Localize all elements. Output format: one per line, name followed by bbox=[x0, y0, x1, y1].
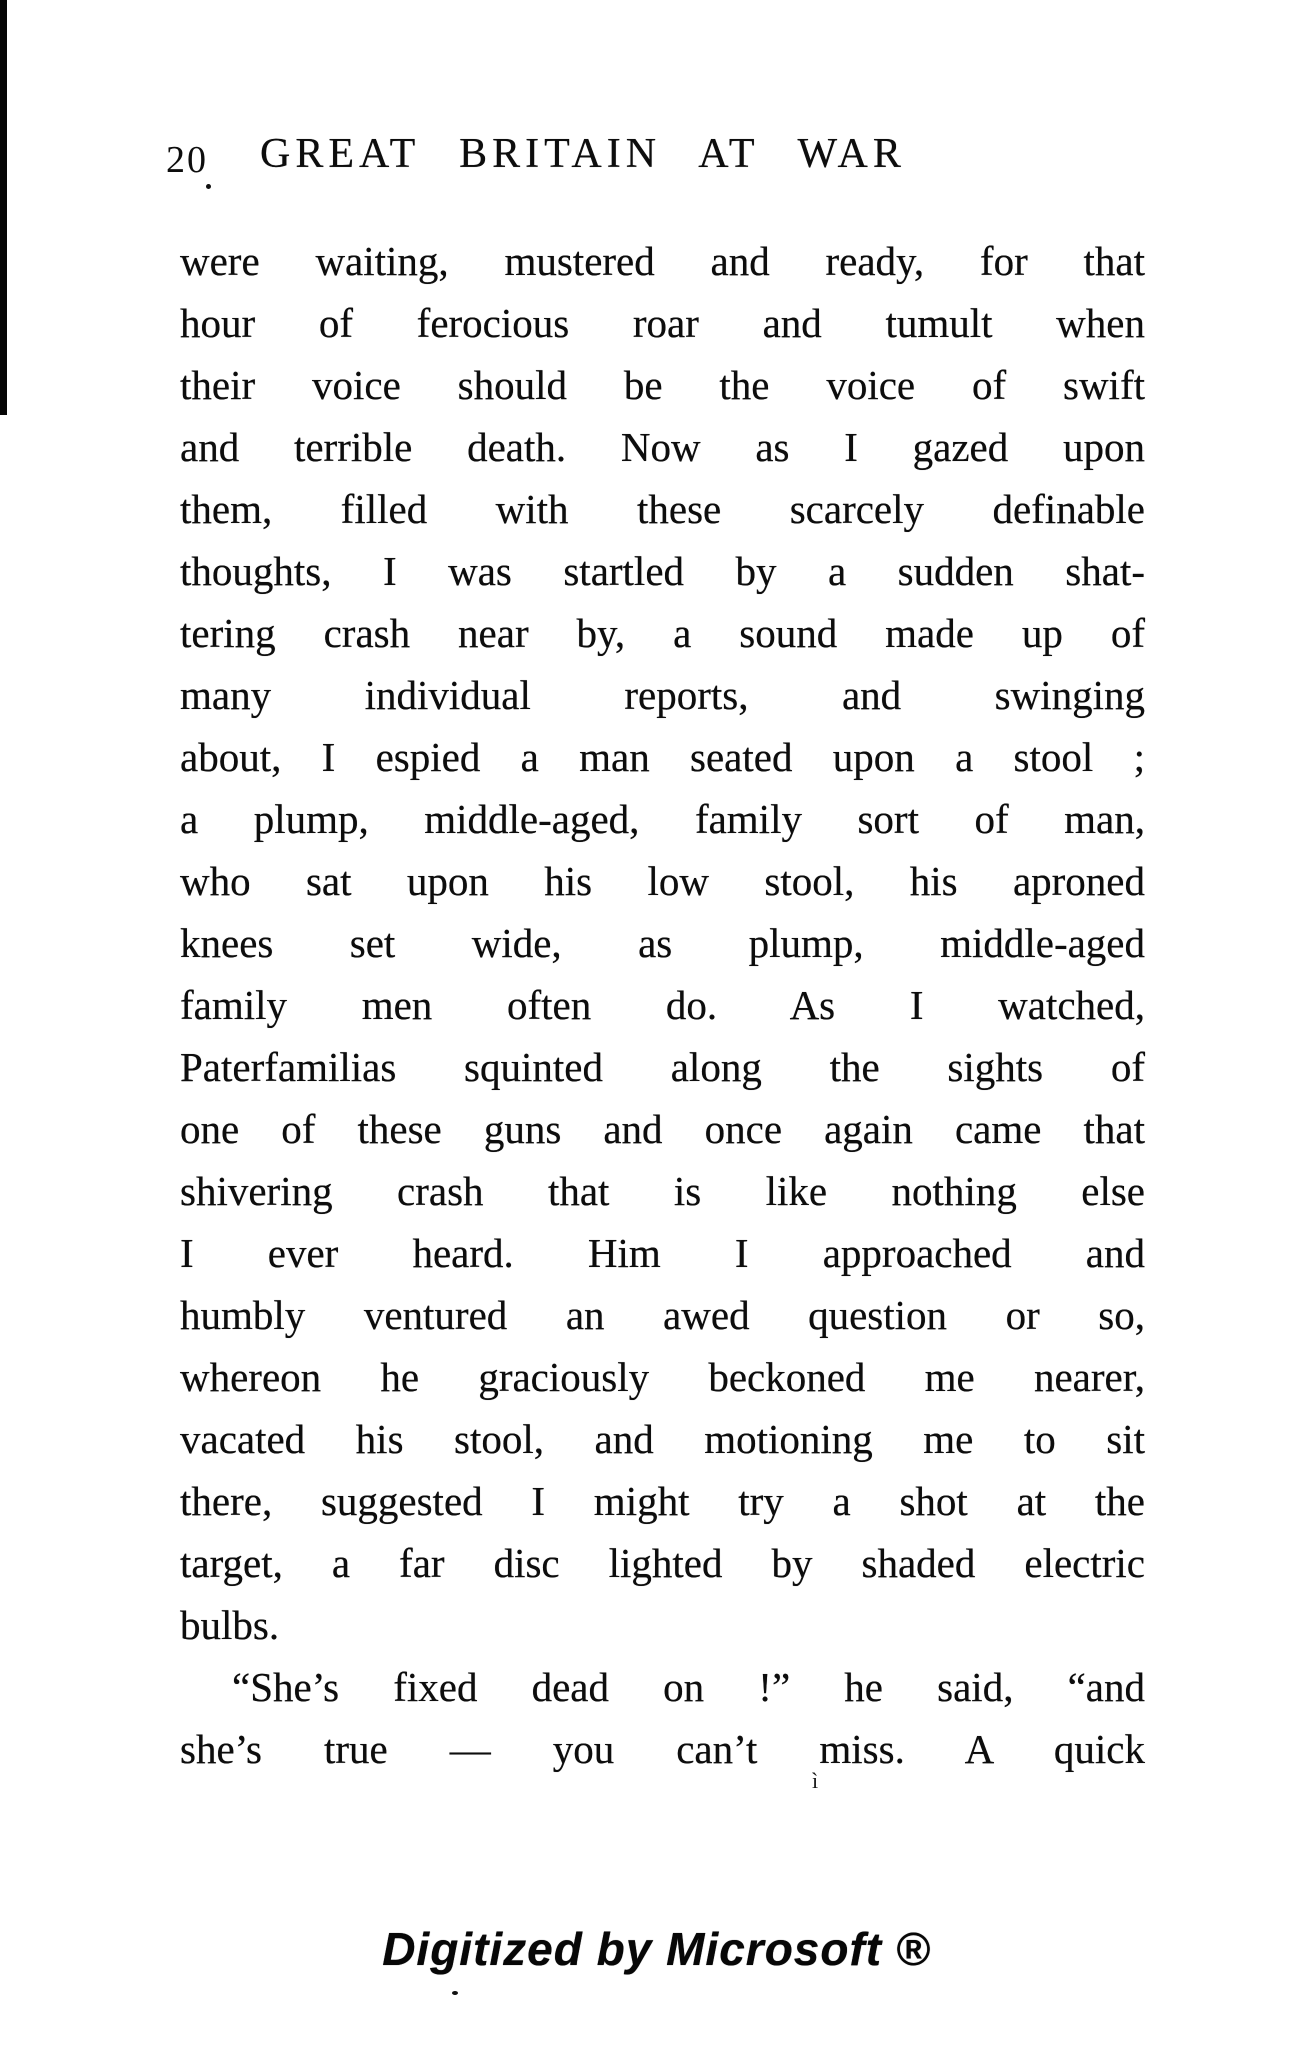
text-line: whereon he graciously beckoned me nearer, bbox=[180, 1354, 1145, 1400]
text-line: hour of ferocious roar and tumult when bbox=[180, 300, 1145, 346]
text-line: a plump, middle-aged, family sort of man, bbox=[180, 796, 1145, 842]
page-number: 20 bbox=[166, 139, 208, 181]
ink-speck bbox=[206, 184, 211, 189]
text-line: Paterfamilias squinted along the sights of bbox=[180, 1044, 1145, 1090]
ink-speck bbox=[452, 1991, 458, 1995]
text-line: shivering crash that is like nothing else bbox=[180, 1168, 1145, 1214]
text-line: about, I espied a man seated upon a stool ; bbox=[180, 734, 1145, 780]
text-line: and terrible death. Now as I gazed upon bbox=[180, 424, 1145, 470]
scan-edge-shadow bbox=[0, 0, 7, 415]
text-line: knees set wide, as plump, middle-aged bbox=[180, 920, 1145, 966]
text-line: their voice should be the voice of swift bbox=[180, 362, 1145, 408]
text-line: I ever heard. Him I approached and bbox=[180, 1230, 1145, 1276]
text-line: bulbs. bbox=[180, 1602, 280, 1648]
digitized-by-microsoft-watermark: Digitized by Microsoft ® bbox=[382, 1923, 931, 1975]
text-line: “She’s fixed dead on !” he said, “and bbox=[232, 1664, 1145, 1710]
text-line: she’s true — you can’t miss. A quick bbox=[180, 1726, 1145, 1772]
text-line: were waiting, mustered and ready, for that bbox=[180, 238, 1145, 284]
text-line: family men often do. As I watched, bbox=[180, 982, 1145, 1028]
text-line: who sat upon his low stool, his aproned bbox=[180, 858, 1145, 904]
body-text bbox=[180, 230, 1145, 1780]
text-line: vacated his stool, and motioning me to sit bbox=[180, 1416, 1145, 1462]
text-line: there, suggested I might try a shot at the bbox=[180, 1478, 1145, 1524]
text-line: many individual reports, and swinging bbox=[180, 672, 1145, 718]
ink-speck: ì bbox=[812, 1768, 819, 1793]
page-header bbox=[166, 130, 1150, 186]
text-line: humbly ventured an awed question or so, bbox=[180, 1292, 1145, 1338]
text-line: target, a far disc lighted by shaded electric bbox=[180, 1540, 1145, 1586]
text-line: tering crash near by, a sound made up of bbox=[180, 610, 1145, 656]
running-title: GREAT BRITAIN AT WAR bbox=[260, 131, 906, 177]
text-line: thoughts, I was startled by a sudden shat- bbox=[180, 548, 1145, 594]
text-line: one of these guns and once again came that bbox=[180, 1106, 1145, 1152]
text-line: them, filled with these scarcely definable bbox=[180, 486, 1145, 532]
